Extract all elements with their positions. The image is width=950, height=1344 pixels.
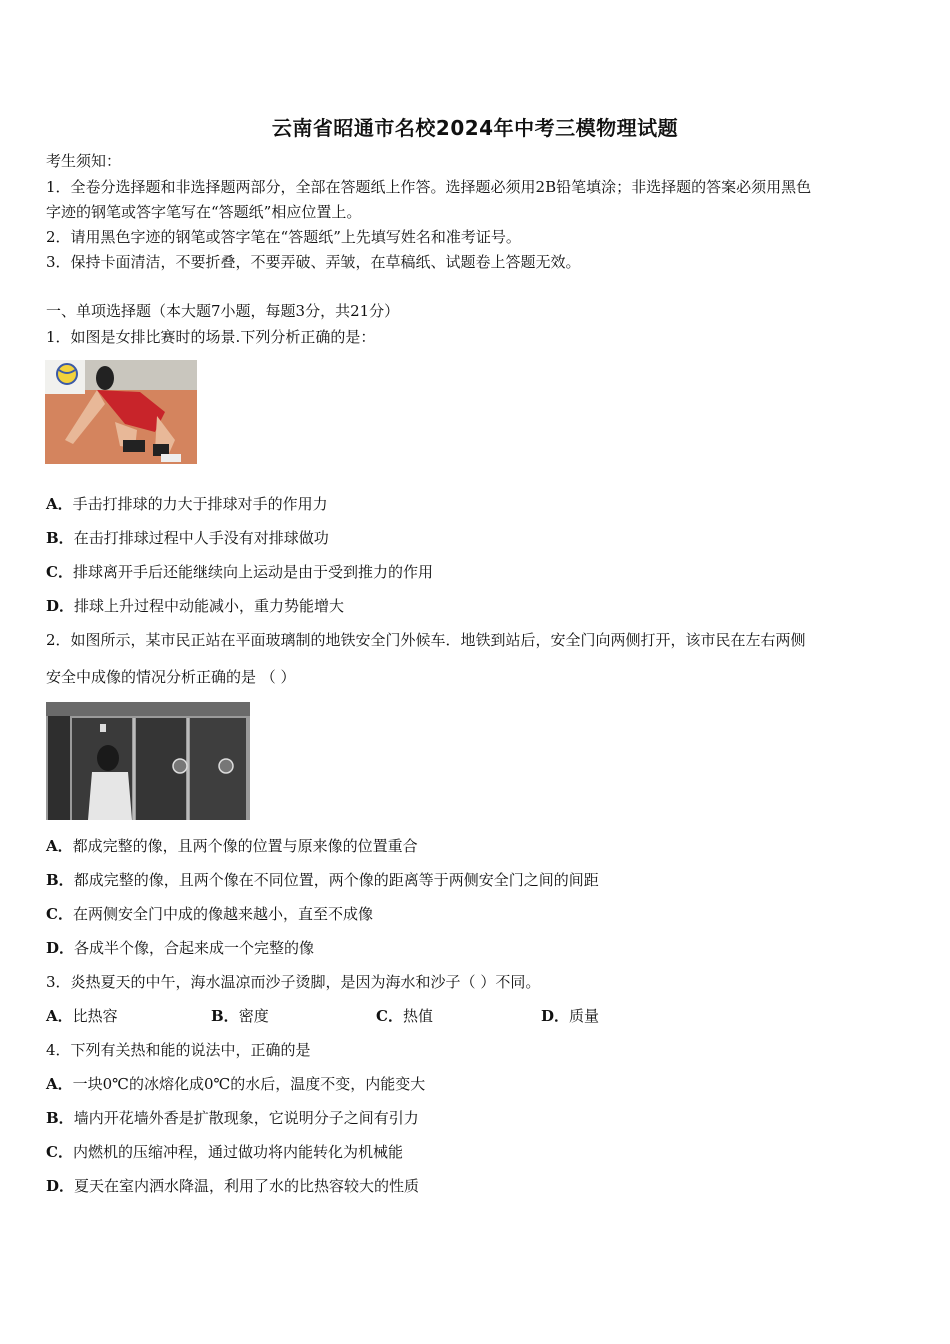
subway-door-photo	[46, 702, 250, 820]
q1-option-c: C．排球离开手后还能继续向上运动是由于受到推力的作用	[46, 563, 433, 581]
notice-item: 2．请用黑色字迹的钢笔或答字笔在“答题纸”上先填写姓名和准考证号。	[46, 228, 521, 246]
notice-heading: 考生须知：	[46, 152, 122, 170]
q2-option-d: D．各成半个像，合起来成一个完整的像	[46, 939, 315, 957]
q1-option-a: A．手击打排球的力大于排球对手的作用力	[46, 495, 328, 513]
question-2-stem-cont: 安全中成像的情况分析正确的是 （ ）	[46, 668, 296, 686]
question-4-stem: 4．下列有关热和能的说法中，正确的是	[46, 1041, 311, 1059]
page-title: 云南省昭通市名校2024年中考三模物理试题	[271, 116, 679, 140]
q2-option-c: C．在两侧安全门中成的像越来越小，直至不成像	[46, 905, 373, 923]
q3-option-b: B．密度	[211, 1007, 269, 1025]
q3-option-c: C．热值	[376, 1007, 433, 1025]
q1-option-b: B．在击打排球过程中人手没有对排球做功	[46, 529, 329, 547]
notice-item: 1．全卷分选择题和非选择题两部分，全部在答题纸上作答。选择题必须用2B铅笔填涂；非选择题的答案必须用黑色	[46, 178, 812, 196]
q4-option-d: D．夏天在室内洒水降温，利用了水的比热容较大的性质	[46, 1177, 420, 1195]
question-2-stem: 2．如图所示，某市民正站在平面玻璃制的地铁安全门外候车．地铁到站后，安全门向两侧打开，该市民在左右两侧	[46, 631, 806, 649]
q3-options-row	[46, 1006, 706, 1026]
q1-option-d: D．排球上升过程中动能减小，重力势能增大	[46, 597, 345, 615]
notice-item: 3．保持卡面清洁，不要折叠，不要弄破、弄皱，在草稿纸、试题卷上答题无效。	[46, 253, 581, 271]
q2-option-b: B．都成完整的像，且两个像在不同位置，两个像的距离等于两侧安全门之间的间距	[46, 871, 599, 889]
q3-option-a: A．比热容	[46, 1007, 118, 1025]
q4-option-c: C．内燃机的压缩冲程，通过做功将内能转化为机械能	[46, 1143, 403, 1161]
volleyball-photo	[45, 360, 197, 464]
q2-option-a: A．都成完整的像，且两个像的位置与原来像的位置重合	[46, 837, 418, 855]
question-1-stem: 1．如图是女排比赛时的场景.下列分析正确的是：	[46, 328, 376, 346]
q4-option-b: B．墙内开花墙外香是扩散现象，它说明分子之间有引力	[46, 1109, 419, 1127]
notice-item: 字迹的钢笔或答字笔写在“答题纸”相应位置上。	[46, 203, 362, 221]
q4-option-a: A．一块0℃的冰熔化成0℃的水后，温度不变，内能变大	[46, 1075, 426, 1093]
q3-option-d: D．质量	[541, 1007, 600, 1025]
section-heading: 一、单项选择题（本大题7小题，每题3分，共21分）	[46, 302, 400, 320]
question-3-stem: 3．炎热夏天的中午，海水温凉而沙子烫脚，是因为海水和沙子（ ）不同。	[46, 973, 541, 991]
